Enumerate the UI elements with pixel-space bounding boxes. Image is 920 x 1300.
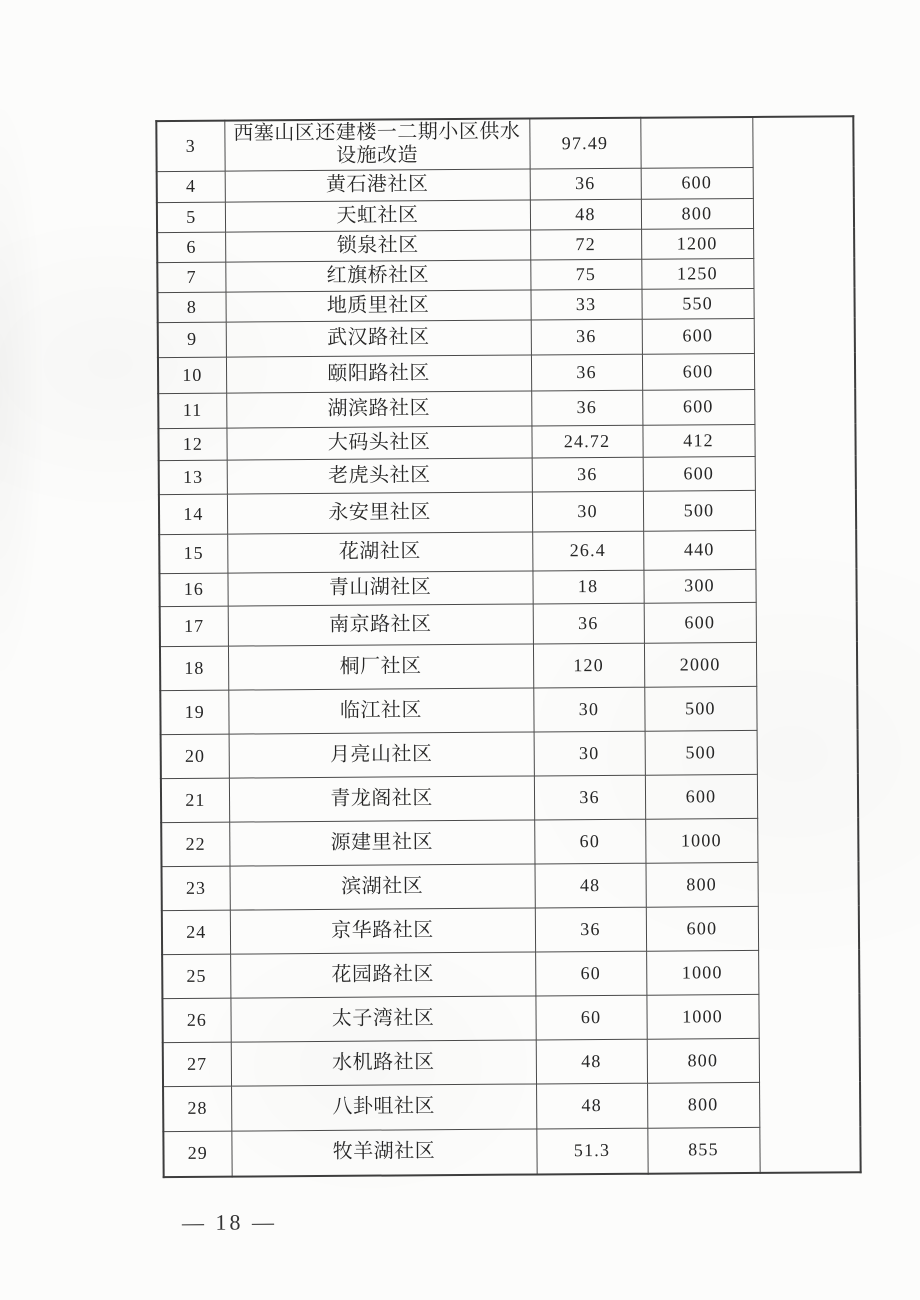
row-number-cell: 9 — [158, 322, 226, 357]
project-name-cell: 大码头社区 — [226, 425, 531, 459]
value2-cell: 600 — [646, 906, 758, 951]
value2-cell: 600 — [642, 318, 754, 354]
value2-cell: 1000 — [646, 994, 758, 1039]
row-number-cell: 24 — [162, 910, 230, 954]
value2-cell: 440 — [643, 530, 755, 570]
value2-cell: 600 — [645, 774, 757, 819]
project-name-cell: 老虎头社区 — [227, 457, 532, 493]
table-row — [159, 568, 856, 606]
project-name-cell: 地质里社区 — [225, 289, 530, 321]
table-row — [162, 905, 859, 954]
table-row — [158, 388, 855, 428]
value2-cell: 800 — [647, 1038, 759, 1083]
row-number-cell: 25 — [162, 954, 230, 998]
project-name-cell: 南京路社区 — [228, 603, 533, 645]
project-name-cell: 颐阳路社区 — [226, 354, 531, 392]
row-number-cell: 5 — [157, 202, 225, 232]
project-name-cell: 青龙阁社区 — [229, 775, 534, 821]
row-number-cell: 13 — [159, 460, 227, 494]
row-number-cell: 8 — [157, 292, 225, 322]
table-row — [163, 1081, 860, 1131]
value1-cell: 30 — [533, 687, 644, 732]
value2-cell: 500 — [645, 730, 757, 775]
row-number-cell: 12 — [158, 428, 226, 460]
table-row — [157, 257, 854, 292]
table-row — [161, 817, 858, 866]
value1-cell: 60 — [535, 951, 646, 996]
project-name-cell: 水机路社区 — [231, 1039, 536, 1085]
row-number-cell: 27 — [163, 1042, 231, 1086]
value2-cell: 550 — [641, 288, 753, 319]
table-row — [159, 489, 856, 534]
project-name-cell: 西塞山区还建楼一二期小区供水设施改造 — [224, 119, 529, 171]
row-number-cell: 17 — [160, 606, 228, 646]
value1-cell: 26.4 — [532, 531, 643, 571]
empty-remark-cell — [752, 116, 860, 1173]
table-row — [160, 601, 857, 646]
value1-cell: 48 — [536, 1083, 647, 1129]
row-number-cell: 29 — [163, 1131, 231, 1177]
row-number-cell: 26 — [162, 998, 230, 1042]
value2-cell: 1000 — [645, 818, 757, 863]
value1-cell: 72 — [530, 229, 641, 260]
value1-cell: 48 — [530, 199, 641, 230]
project-name-cell: 月亮山社区 — [229, 731, 534, 777]
project-name-cell: 红旗桥社区 — [225, 259, 530, 291]
table-row — [162, 949, 859, 998]
row-number-cell: 20 — [161, 734, 229, 778]
table-row — [163, 1037, 860, 1086]
value1-cell: 30 — [532, 491, 643, 532]
table-row — [160, 685, 857, 734]
project-name-cell: 湖滨路社区 — [226, 390, 531, 427]
row-number-cell: 10 — [158, 357, 226, 393]
table-row — [159, 529, 856, 573]
value2-cell: 600 — [642, 353, 754, 390]
project-name-cell: 永安里社区 — [227, 491, 532, 533]
value2-cell: 1250 — [641, 258, 753, 289]
project-name-cell: 京华路社区 — [230, 907, 535, 953]
value1-cell: 33 — [530, 289, 641, 320]
project-name-cell: 牧羊湖社区 — [231, 1128, 536, 1176]
value2-cell: 500 — [643, 490, 755, 531]
value2-cell: 600 — [644, 602, 756, 643]
value1-cell: 36 — [531, 319, 642, 355]
value2-cell: 800 — [647, 1082, 759, 1128]
table-row — [156, 116, 853, 171]
value2-cell: 855 — [647, 1127, 759, 1174]
table-row — [158, 352, 855, 393]
page-number: — 18 — — [181, 1209, 278, 1235]
project-name-cell: 花园路社区 — [230, 951, 535, 997]
table-row — [157, 197, 854, 232]
value2-cell: 600 — [641, 167, 753, 199]
project-name-cell: 临江社区 — [228, 687, 533, 733]
table-row — [161, 729, 858, 778]
row-number-cell: 3 — [156, 121, 224, 171]
value1-cell: 48 — [536, 1039, 647, 1084]
value1-cell: 30 — [534, 731, 645, 776]
project-name-cell: 天虹社区 — [225, 200, 530, 232]
value1-cell: 36 — [532, 457, 643, 492]
value2-cell: 500 — [644, 686, 756, 731]
value2-cell: 800 — [645, 862, 757, 907]
row-number-cell: 16 — [159, 573, 227, 606]
value2-cell: 800 — [641, 198, 753, 229]
table-row — [157, 166, 854, 202]
value2-cell: 412 — [642, 424, 754, 457]
value1-cell: 36 — [534, 775, 645, 820]
row-number-cell: 11 — [158, 393, 226, 428]
value1-cell: 51.3 — [536, 1128, 647, 1175]
project-name-cell: 滨湖社区 — [229, 863, 534, 909]
table-row — [161, 773, 858, 822]
value1-cell: 36 — [531, 390, 642, 426]
row-number-cell: 14 — [159, 494, 227, 534]
value1-cell: 60 — [534, 819, 645, 864]
value2-cell: 300 — [643, 569, 755, 603]
project-name-cell: 锁泉社区 — [225, 230, 530, 262]
value2-cell — [640, 117, 752, 168]
table-row — [163, 1126, 860, 1177]
table-row — [158, 423, 855, 460]
project-name-cell: 青山湖社区 — [227, 570, 532, 605]
value2-cell: 600 — [642, 389, 754, 425]
value1-cell: 36 — [533, 603, 644, 644]
row-number-cell: 4 — [157, 171, 225, 202]
project-name-cell: 桐厂社区 — [228, 643, 533, 689]
value1-cell: 24.72 — [531, 425, 642, 458]
value1-cell: 75 — [530, 259, 641, 290]
row-number-cell: 23 — [162, 866, 230, 910]
project-name-cell: 花湖社区 — [227, 531, 532, 572]
project-name-cell: 武汉路社区 — [226, 319, 531, 356]
table-body — [156, 116, 860, 1177]
table-row — [157, 287, 854, 322]
project-name-cell: 源建里社区 — [229, 819, 534, 865]
table-row — [157, 227, 854, 262]
row-number-cell: 18 — [160, 646, 228, 690]
value2-cell: 2000 — [644, 642, 756, 687]
project-name-cell: 八卦咀社区 — [231, 1083, 536, 1130]
community-funding-table — [155, 115, 861, 1178]
row-number-cell: 28 — [163, 1086, 231, 1131]
value1-cell: 48 — [534, 863, 645, 908]
row-number-cell: 22 — [161, 822, 229, 866]
row-number-cell: 7 — [157, 262, 225, 292]
project-name-cell: 黄石港社区 — [225, 169, 530, 202]
row-number-cell: 19 — [160, 690, 228, 734]
table-row — [160, 641, 857, 690]
value1-cell: 36 — [531, 354, 642, 391]
project-name-cell: 太子湾社区 — [230, 995, 535, 1041]
value1-cell: 36 — [535, 907, 646, 952]
value2-cell: 1200 — [641, 228, 753, 259]
value1-cell: 18 — [532, 570, 643, 604]
row-number-cell: 15 — [159, 534, 227, 573]
row-number-cell: 6 — [157, 232, 225, 262]
table-row — [162, 993, 859, 1042]
value1-cell: 60 — [535, 995, 646, 1040]
table-row — [162, 861, 859, 910]
value2-cell: 1000 — [646, 950, 758, 995]
value1-cell: 120 — [533, 643, 644, 688]
table-row — [159, 455, 856, 494]
value1-cell: 36 — [530, 168, 641, 200]
value1-cell: 97.49 — [529, 118, 640, 169]
table-row — [158, 317, 855, 357]
value2-cell: 600 — [643, 456, 755, 491]
row-number-cell: 21 — [161, 778, 229, 822]
